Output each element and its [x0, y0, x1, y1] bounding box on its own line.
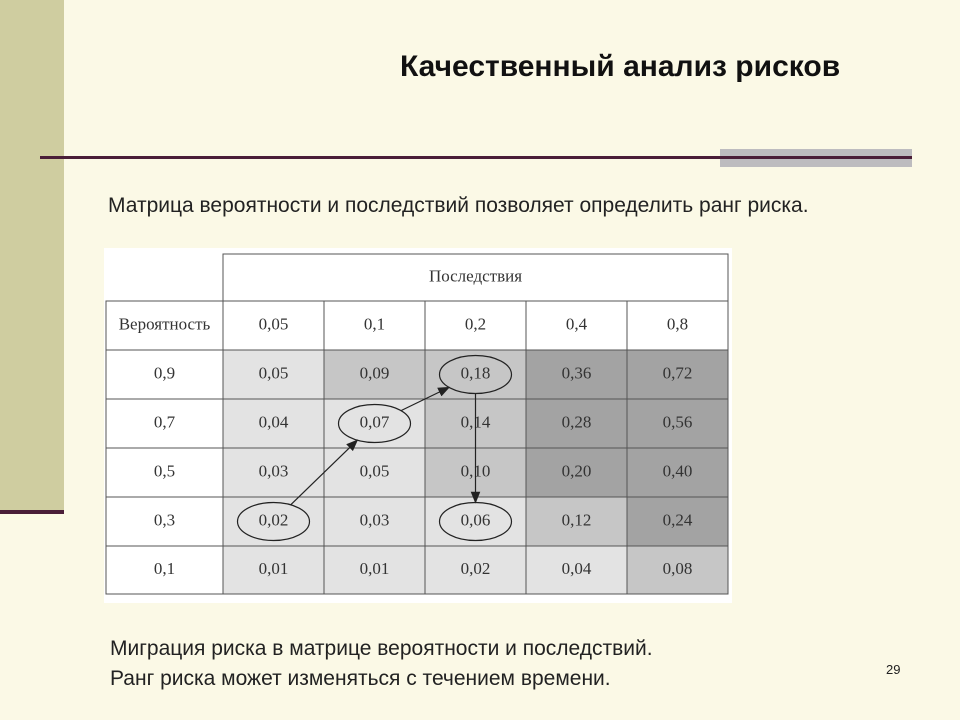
risk-matrix-svg	[104, 248, 732, 603]
risk-score-value: 0,20	[561, 461, 592, 481]
probability-value: 0,7	[153, 412, 176, 432]
risk-score-value: 0,24	[662, 510, 693, 530]
probability-header: Вероятность	[118, 314, 211, 334]
probability-value: 0,3	[153, 510, 176, 530]
risk-score-value: 0,03	[359, 510, 390, 530]
risk-score-value: 0,56	[662, 412, 693, 432]
risk-score-value: 0,10	[460, 461, 491, 481]
risk-score-value: 0,03	[258, 461, 289, 481]
probability-value: 0,5	[153, 461, 176, 481]
risk-score-value: 0,28	[561, 412, 592, 432]
footer-line-1: Миграция риска в матрице вероятности и последствий.	[110, 637, 653, 660]
risk-score-value: 0,18	[460, 363, 491, 383]
risk-score-value: 0,08	[662, 558, 693, 578]
risk-score-value: 0,09	[359, 363, 390, 383]
risk-score-value: 0,01	[258, 558, 289, 578]
risk-score-value: 0,04	[258, 412, 289, 432]
sidebar-divider	[0, 510, 64, 514]
risk-score-value: 0,40	[662, 461, 693, 481]
consequence-value: 0,1	[363, 314, 386, 334]
risk-score-value: 0,12	[561, 510, 592, 530]
slide-title: Качественный анализ рисков	[400, 50, 841, 83]
risk-score-value: 0,14	[460, 412, 491, 432]
slide-subtitle: Матрица вероятности и последствий позволяет определить ранг риска.	[108, 194, 809, 217]
consequence-value: 0,4	[565, 314, 588, 334]
risk-score-value: 0,02	[258, 510, 289, 530]
consequence-value: 0,05	[258, 314, 289, 334]
consequence-value: 0,2	[464, 314, 487, 334]
risk-score-value: 0,05	[258, 363, 289, 383]
risk-score-value: 0,05	[359, 461, 390, 481]
risk-score-value: 0,72	[662, 363, 693, 383]
slide-footer	[110, 634, 653, 694]
risk-score-value: 0,06	[460, 510, 491, 530]
footer-line-2: Ранг риска может изменяться с течением времени.	[110, 667, 611, 690]
consequences-header: Последствия	[428, 266, 523, 286]
left-sidebar-band	[0, 0, 64, 512]
page-number: 29	[886, 662, 901, 677]
probability-value: 0,1	[153, 558, 176, 578]
risk-matrix	[104, 248, 732, 603]
risk-score-value: 0,07	[359, 412, 390, 432]
risk-score-value: 0,01	[359, 558, 390, 578]
risk-score-value: 0,02	[460, 558, 491, 578]
title-rule	[40, 156, 912, 159]
consequence-value: 0,8	[666, 314, 689, 334]
risk-score-value: 0,36	[561, 363, 592, 383]
risk-score-value: 0,04	[561, 558, 592, 578]
probability-value: 0,9	[153, 363, 176, 383]
